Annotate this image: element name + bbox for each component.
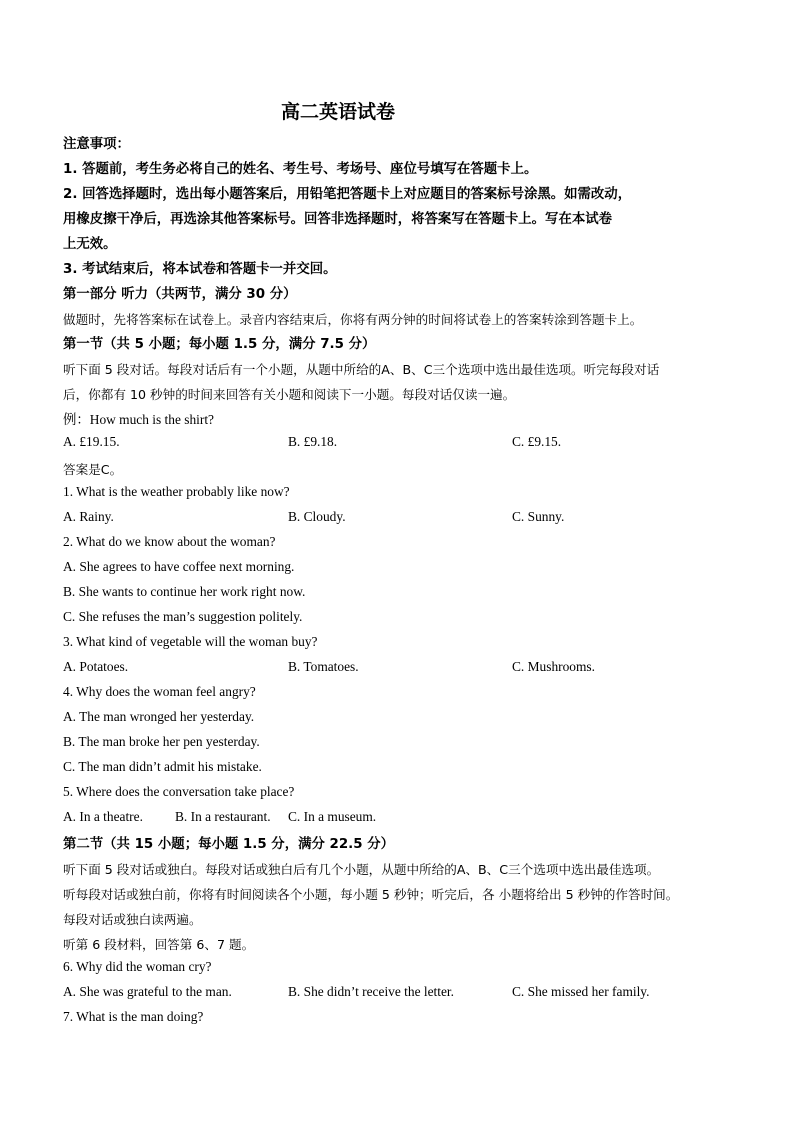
question-7: 7. What is the man doing? bbox=[63, 1009, 204, 1024]
question-5-option-c: C. In a museum. bbox=[288, 809, 377, 824]
question-5: 5. Where does the conversation take place? bbox=[63, 784, 295, 799]
notice-item-3: 3. 考试结束后，将本试卷和答题卡一并交回。 bbox=[63, 262, 337, 277]
notice-item-2-line-1: 2. 回答选择题时，选出每小题答案后，用铅笔把答题卡上对应题目的答案标号涂黑。如需改动， bbox=[63, 187, 632, 202]
section2-instruction-line-2: 听每段对话或独白前，你将有时间阅读各个小题，每小题 5 秒钟；听完后，各 小题将给出 5 秒钟的作答时间。 bbox=[63, 887, 679, 902]
notice-item-2-line-3: 上无效。 bbox=[63, 237, 117, 252]
question-3: 3. What kind of vegetable will the woman buy? bbox=[63, 634, 318, 649]
question-1: 1. What is the weather probably like now? bbox=[63, 484, 290, 499]
question-3-option-a: A. Potatoes. bbox=[63, 659, 129, 674]
material-6-instruction: 听第 6 段材料，回答第 6、7 题。 bbox=[63, 937, 255, 952]
question-3-option-b: B. Tomatoes. bbox=[288, 659, 359, 674]
question-2-option-c: C. She refuses the man’s suggestion politely. bbox=[63, 609, 303, 624]
page-title: 高二英语试卷 bbox=[280, 101, 395, 123]
question-2-option-a: A. She agrees to have coffee next morning. bbox=[63, 559, 295, 574]
example-option-a: A. £19.15. bbox=[63, 434, 120, 449]
question-5-option-a: A. In a theatre. bbox=[63, 809, 143, 824]
notice-heading: 注意事项： bbox=[63, 137, 130, 152]
question-3-option-c: C. Mushrooms. bbox=[512, 659, 595, 674]
example-option-b: B. £9.18. bbox=[288, 434, 338, 449]
section1-heading: 第一节（共 5 小题；每小题 1.5 分，满分 7.5 分） bbox=[63, 337, 376, 352]
section2-instruction-line-1: 听下面 5 段对话或独白。每段对话或独白后有几个小题，从题中所给的A、B、C三个选项中选出最佳选项。 bbox=[63, 862, 660, 877]
notice-item-1: 1. 答题前，考生务必将自己的姓名、考生号、考场号、座位号填写在答题卡上。 bbox=[63, 162, 538, 177]
section2-instruction-line-3: 每段对话或独白读两遍。 bbox=[63, 912, 202, 927]
section1-instruction-line-1: 听下面 5 段对话。每段对话后有一个小题，从题中所给的A、B、C三个选项中选出最佳选项。听完每段对话 bbox=[63, 362, 660, 377]
question-4: 4. Why does the woman feel angry? bbox=[63, 684, 256, 699]
part1-heading: 第一部分 听力（共两节，满分 30 分） bbox=[63, 287, 297, 302]
question-4-option-b: B. The man broke her pen yesterday. bbox=[63, 734, 260, 749]
question-1-option-c: C. Sunny. bbox=[512, 509, 565, 524]
example-question: 例：How much is the shirt? bbox=[63, 412, 214, 427]
notice-item-2-line-2: 用橡皮擦干净后，再选涂其他答案标号。回答非选择题时，将答案写在答题卡上。写在本试卷 bbox=[63, 212, 613, 227]
example-answer: 答案是C。 bbox=[63, 462, 123, 477]
question-4-option-a: A. The man wronged her yesterday. bbox=[63, 709, 255, 724]
question-6-option-c: C. She missed her family. bbox=[512, 984, 650, 999]
question-5-option-b: B. In a restaurant. bbox=[175, 809, 271, 824]
question-6: 6. Why did the woman cry? bbox=[63, 959, 212, 974]
question-6-option-a: A. She was grateful to the man. bbox=[63, 984, 232, 999]
question-1-option-b: B. Cloudy. bbox=[288, 509, 346, 524]
section1-instruction-line-2: 后，你都有 10 秒钟的时间来回答有关小题和阅读下一小题。每段对话仅读一遍。 bbox=[63, 387, 516, 402]
part1-instruction: 做题时，先将答案标在试卷上。录音内容结束后，你将有两分钟的时间将试卷上的答案转涂到答题卡上。 bbox=[63, 312, 643, 327]
section2-heading: 第二节（共 15 小题；每小题 1.5 分，满分 22.5 分） bbox=[63, 837, 395, 852]
question-6-option-b: B. She didn’t receive the letter. bbox=[288, 984, 454, 999]
question-1-option-a: A. Rainy. bbox=[63, 509, 114, 524]
question-4-option-c: C. The man didn’t admit his mistake. bbox=[63, 759, 262, 774]
question-2: 2. What do we know about the woman? bbox=[63, 534, 276, 549]
question-2-option-b: B. She wants to continue her work right now. bbox=[63, 584, 306, 599]
example-option-c: C. £9.15. bbox=[512, 434, 562, 449]
